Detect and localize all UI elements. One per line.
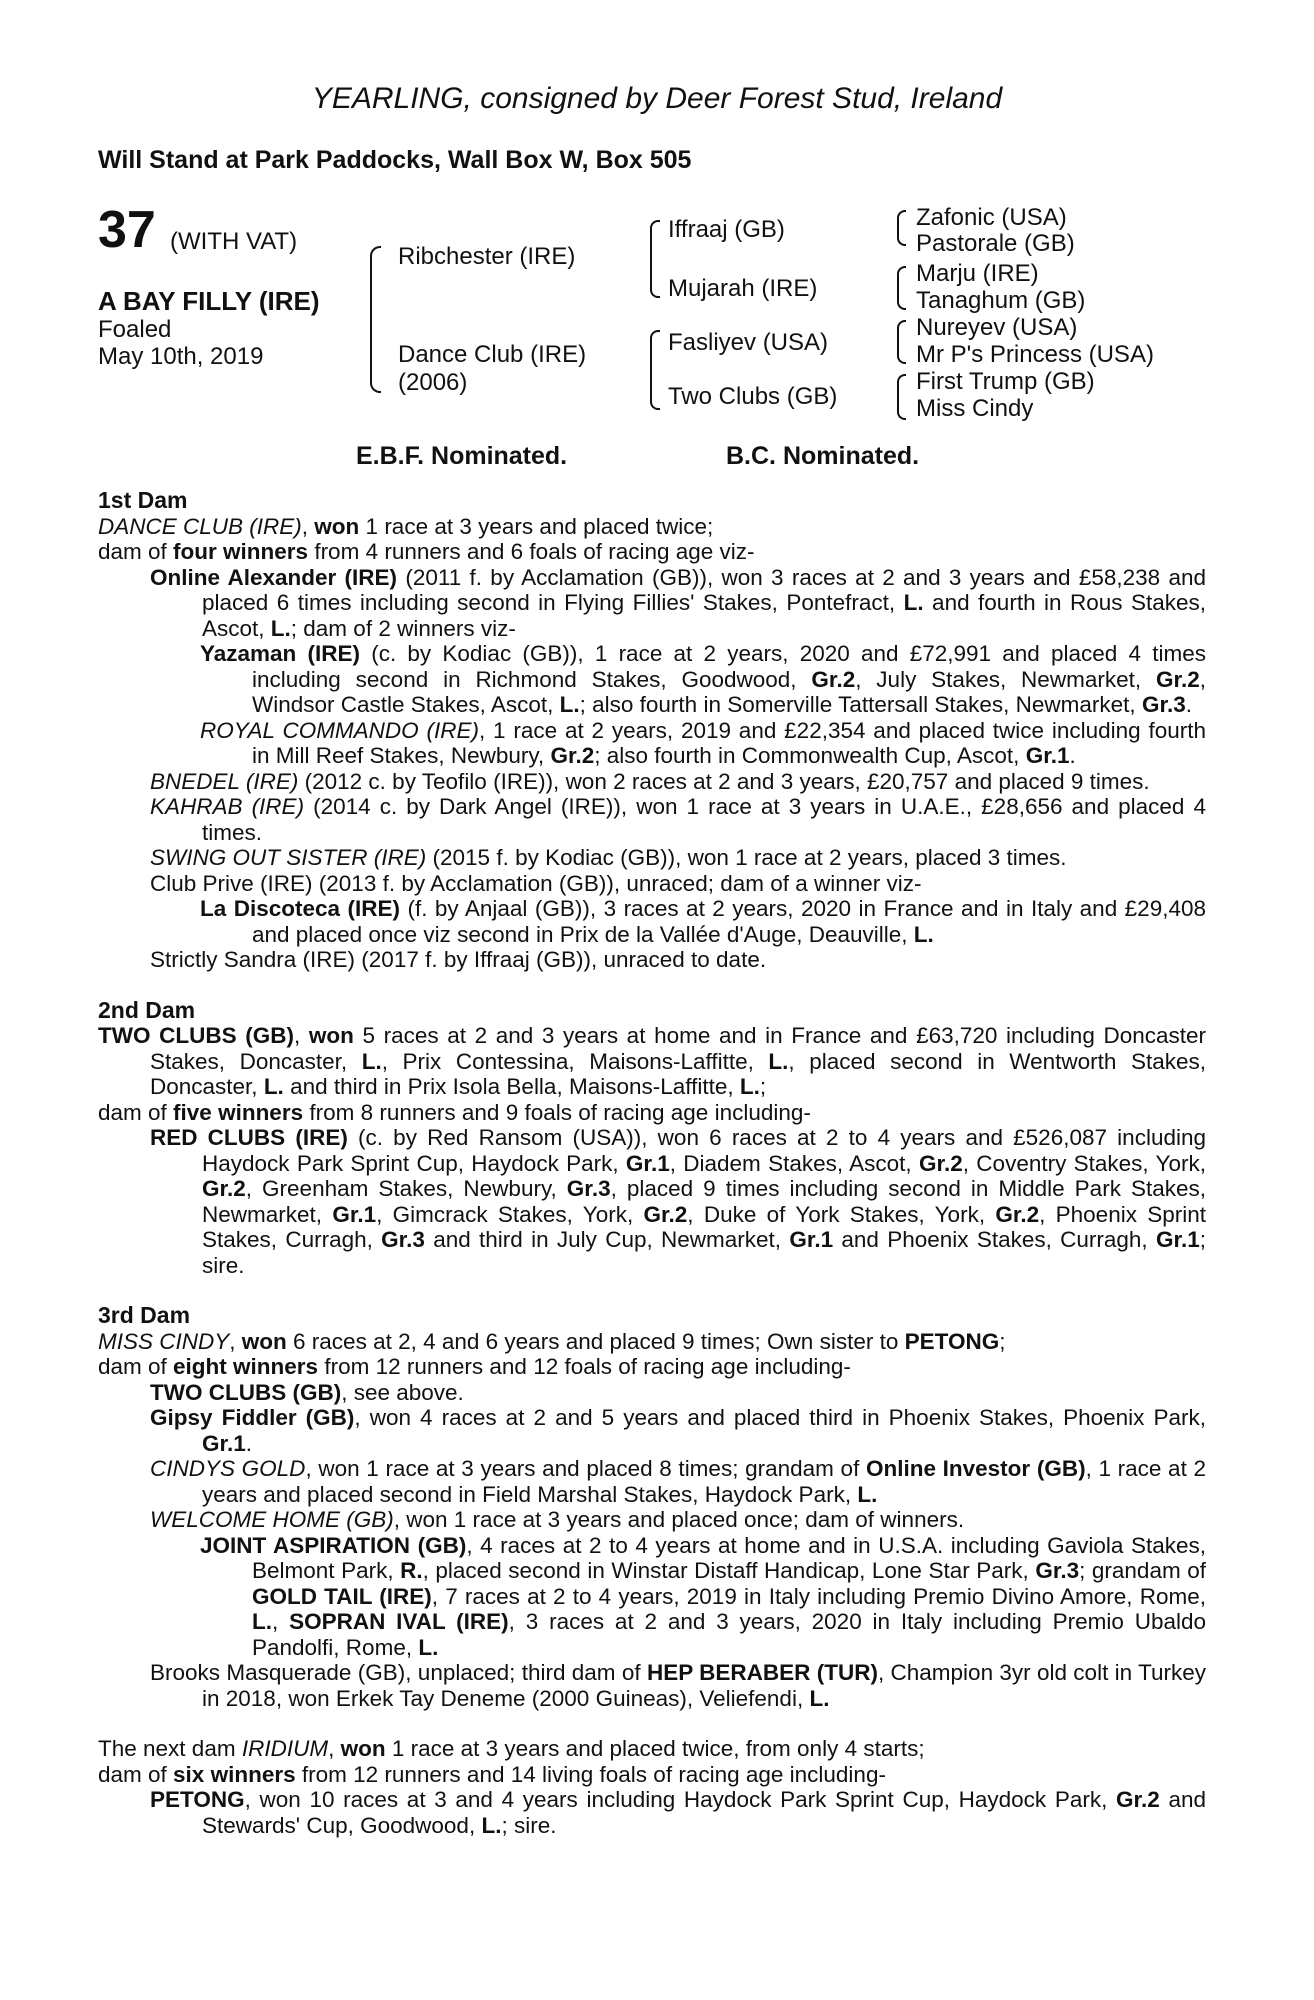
text-run: 1 race at 3 years and placed twice, from only 4 starts; <box>385 1736 925 1761</box>
text-run: Gr.3 <box>381 1227 425 1252</box>
text-run: CINDYS GOLD <box>150 1456 306 1481</box>
text-run: and fourth in Rous Stakes, Ascot, <box>202 590 1207 641</box>
text-run: TWO CLUBS (GB) <box>98 1023 294 1048</box>
text-run: L. <box>809 1685 830 1711</box>
text-run: L. <box>768 1048 789 1074</box>
text-run: The next dam <box>98 1736 242 1761</box>
text-run: , placed second in Winstar Distaff Handicap, Lone Star Park, <box>422 1558 1036 1583</box>
pedigree-sire: Ribchester (IRE) <box>398 243 576 270</box>
pedigree-g3-1: Zafonic (USA) <box>916 204 1067 231</box>
text-run: Online Alexander (IRE) <box>150 564 398 590</box>
text-run: , Windsor Castle Stakes, Ascot, <box>252 666 1206 717</box>
produce-entry <box>98 947 1206 973</box>
text-run: Gr.1 <box>202 1430 246 1456</box>
text-run: PETONG <box>904 1328 1000 1354</box>
text-run: dam of <box>98 1099 174 1125</box>
text-run: IRIDIUM <box>241 1736 329 1761</box>
first-dam-produce-intro <box>98 539 1206 565</box>
text-run: six winners <box>173 1761 296 1787</box>
text-run: Gr.2 <box>1116 1787 1160 1812</box>
produce-entry <box>98 794 1206 845</box>
produce-entry <box>98 1456 1206 1507</box>
text-run: L. <box>270 615 291 641</box>
text-run: ; sire. <box>501 1812 557 1838</box>
text-run: R. <box>400 1558 423 1583</box>
next-dam-intro <box>98 1736 1206 1762</box>
text-run: Gr.3 <box>566 1176 611 1201</box>
text-run: won <box>241 1328 287 1354</box>
third-dam-entries <box>98 1380 1206 1712</box>
text-run: , July Stakes, Newmarket, <box>855 666 1156 692</box>
text-run: dam of <box>98 1354 174 1379</box>
text-run: Gr.3 <box>1141 692 1186 717</box>
second-dam-entries <box>98 1125 1206 1278</box>
text-run: Gr.1 <box>625 1150 670 1176</box>
produce-entry <box>98 1660 1206 1711</box>
text-run: , <box>328 1736 341 1761</box>
text-run: Online Investor (GB) <box>865 1456 1086 1481</box>
bc-nomination: B.C. Nominated. <box>726 442 920 470</box>
text-run: PETONG <box>150 1787 245 1812</box>
text-run: , Prix Contessina, Maisons-Laffitte, <box>381 1048 769 1074</box>
text-run: Gr.2 <box>550 743 595 768</box>
text-run: JOINT ASPIRATION (GB) <box>200 1532 467 1558</box>
text-run: . <box>1185 692 1192 717</box>
text-run: dam of <box>98 1761 174 1787</box>
text-run: dam of <box>98 539 174 564</box>
text-run: , placed 9 times including second in Middle Park Stakes, Newmarket, <box>202 1176 1206 1227</box>
produce-entry <box>98 1533 1206 1661</box>
text-run: Gr.1 <box>1155 1227 1200 1252</box>
text-run: Gr.1 <box>332 1201 377 1227</box>
text-run: ROYAL COMMANDO (IRE) <box>200 717 479 743</box>
pedigree-brace-g3a <box>897 210 906 246</box>
text-run: from 4 runners and 6 foals of racing age viz- <box>308 539 755 564</box>
produce-entry <box>98 718 1206 769</box>
text-run: Yazaman (IRE) <box>200 641 361 666</box>
pedigree-g3-5: Nureyev (USA) <box>916 314 1078 341</box>
third-dam-produce-intro <box>98 1354 1206 1380</box>
text-run: , won 4 races at 2 and 5 years and placed third in Phoenix Stakes, Phoenix Park, <box>354 1405 1207 1430</box>
text-run: , Champion 3yr old colt in Turkey in 2018, won Erkek Tay Deneme (2000 Guineas), Veliefendi, <box>202 1660 1206 1711</box>
text-run: from 8 runners and 9 foals of racing age including- <box>303 1099 811 1125</box>
pedigree-g3-2: Pastorale (GB) <box>916 230 1075 257</box>
text-run: , Gimcrack Stakes, York, <box>376 1201 644 1227</box>
text-run: . <box>245 1430 253 1456</box>
stand-location: Will Stand at Park Paddocks, Wall Box W, Box 505 <box>98 146 692 174</box>
pedigree-dam-dam: Two Clubs (GB) <box>668 383 838 410</box>
text-run: BNEDEL (IRE) <box>150 768 299 794</box>
third-dam-heading: 3rd Dam <box>98 1302 191 1328</box>
ebf-nomination: E.B.F. Nominated. <box>356 442 568 470</box>
text-run: , 7 races at 2 to 4 years, 2019 in Italy including Premio Divino Amore, Rome, <box>431 1583 1206 1609</box>
text-run: and third in Prix Isola Bella, Maisons-Laffitte, <box>283 1074 740 1099</box>
text-run: WELCOME HOME (GB) <box>150 1507 394 1532</box>
pedigree-g3-8: Miss Cindy <box>916 395 1034 422</box>
text-run: MISS CINDY <box>98 1328 230 1354</box>
text-run: ; grandam of <box>1079 1558 1206 1583</box>
text-run: (2015 f. by Kodiac (GB)), won 1 race at 2 years, placed 3 times. <box>426 845 1067 870</box>
lot-number: 37 <box>98 201 156 259</box>
text-run: , <box>301 513 315 539</box>
text-run: L. <box>418 1634 439 1660</box>
text-run: , <box>272 1609 290 1634</box>
text-run: Gipsy Fiddler (GB) <box>150 1405 355 1430</box>
text-run: Gr.2 <box>995 1201 1040 1227</box>
foaled-date: May 10th, 2019 <box>98 343 264 370</box>
sale-line: YEARLING, consigned by Deer Forest Stud, Ireland <box>311 82 1003 115</box>
text-run: , 1 race at 2 years, 2019 and £22,354 and placed twice including fourth in Mill Reef Stakes, Newbury, <box>252 717 1207 768</box>
text-run: RED CLUBS (IRE) <box>150 1125 348 1150</box>
text-run: SWING OUT SISTER (IRE) <box>150 845 427 870</box>
text-run: ; dam of 2 winners viz- <box>290 615 516 641</box>
lot-description: A BAY FILLY (IRE) <box>98 286 320 316</box>
pedigree-brace-g3d <box>897 374 906 420</box>
text-run: , placed second in Wentworth Stakes, Doncaster, <box>150 1048 1206 1099</box>
first-dam-entries <box>98 565 1206 973</box>
text-run: four winners <box>173 539 309 564</box>
text-run: (2012 c. by Teofilo (IRE)), won 2 races at 2 and 3 years, £20,757 and placed 9 times. <box>298 768 1150 794</box>
text-run: (f. by Anjaal (GB)), 3 races at 2 years, 2020 in France and in Italy and £29,408 and placed once viz second in Prix de la Vallée d'Auge, Deauville, <box>252 896 1206 947</box>
text-run: Gr.2 <box>811 666 856 692</box>
text-run: 5 races at 2 and 3 years at home and in France and £63,720 including Doncaster Stakes, Doncaster, <box>150 1023 1207 1074</box>
first-dam-intro <box>98 514 1206 540</box>
text-run: , <box>293 1023 309 1048</box>
second-dam-intro <box>98 1023 1206 1100</box>
produce-entry <box>98 845 1206 871</box>
produce-entry <box>98 1787 1206 1838</box>
pedigree-dam: Dance Club (IRE) <box>398 341 587 368</box>
text-run: won <box>340 1736 386 1761</box>
text-run: , won 1 race at 3 years and placed once; dam of winners. <box>393 1507 965 1532</box>
second-dam-heading: 2nd Dam <box>98 996 196 1023</box>
text-run: Strictly Sandra (IRE) (2017 f. by Iffraaj (GB)), unraced to date. <box>150 947 767 972</box>
pedigree-brace-g3c <box>897 320 906 364</box>
produce-entry <box>98 1507 1206 1533</box>
text-run: Gr.2 <box>202 1176 246 1201</box>
text-run: Gr.2 <box>918 1150 963 1176</box>
text-run: L. <box>252 1609 272 1634</box>
pedigree-sire-sire: Iffraaj (GB) <box>668 216 785 243</box>
produce-entry <box>98 1380 1206 1406</box>
vat-note: (WITH VAT) <box>170 228 298 255</box>
text-run: . <box>1069 743 1076 768</box>
text-run: SOPRAN IVAL (IRE) <box>289 1609 509 1634</box>
text-run: , <box>229 1328 242 1354</box>
text-run: eight winners <box>173 1354 319 1379</box>
text-run: GOLD TAIL (IRE) <box>252 1583 432 1609</box>
second-dam-produce-intro <box>98 1100 1206 1126</box>
text-run: five winners <box>173 1099 304 1125</box>
pedigree-g3-7: First Trump (GB) <box>916 368 1095 395</box>
text-run: , Greenham Stakes, Newbury, <box>245 1176 567 1201</box>
text-run: Gr.1 <box>1025 743 1070 768</box>
pedigree-dam-sire: Fasliyev (USA) <box>668 329 829 356</box>
text-run: , Diadem Stakes, Ascot, <box>669 1150 919 1176</box>
text-run: from 12 runners and 14 living foals of racing age including- <box>295 1761 886 1787</box>
text-run: ; also fourth in Somerville Tattersall Stakes, Newmarket, <box>579 692 1142 717</box>
text-run: La Discoteca (IRE) <box>200 896 400 921</box>
produce-entry <box>98 871 1206 897</box>
text-run: 1 race at 3 years and placed twice; <box>359 513 714 539</box>
text-run: L. <box>913 921 934 947</box>
text-run: (c. by Kodiac (GB)), 1 race at 2 years, 2020 and £72,991 and placed 4 times including second in Richmond Stakes, Goodwood, <box>252 641 1206 692</box>
text-run: , Coventry Stakes, York, <box>962 1150 1207 1176</box>
text-run: ; also fourth in Commonwealth Cup, Ascot, <box>594 743 1026 768</box>
text-run: DANCE CLUB (IRE) <box>98 513 302 539</box>
text-run: won <box>308 1023 354 1048</box>
text-run: Gr.1 <box>789 1227 834 1252</box>
text-run: L. <box>739 1074 760 1099</box>
pedigree-brace-sire <box>650 220 660 298</box>
first-dam-heading: 1st Dam <box>98 487 188 513</box>
text-run: Club Prive (IRE) (2013 f. by Acclamation (GB)), unraced; dam of a winner viz- <box>150 870 922 896</box>
text-run: L. <box>481 1812 502 1838</box>
text-run: Gr.2 <box>1155 666 1200 692</box>
pedigree-sire-dam: Mujarah (IRE) <box>668 275 818 302</box>
text-run: , 4 races at 2 to 4 years at home and in U.S.A. including Gaviola Stakes, Belmont Park, <box>252 1532 1207 1583</box>
pedigree-dam-year: (2006) <box>398 369 468 396</box>
text-run: from 12 runners and 12 foals of racing age including- <box>318 1354 851 1379</box>
text-run: L. <box>903 590 924 615</box>
text-run: and Phoenix Stakes, Curragh, <box>833 1227 1156 1252</box>
text-run: and third in July Cup, Newmarket, <box>424 1227 790 1252</box>
text-run: won <box>314 513 360 539</box>
pedigree-brace-g3b <box>897 266 906 310</box>
text-run: 6 races at 2, 4 and 6 years and placed 9 times; Own sister to <box>286 1328 905 1354</box>
text-run: TWO CLUBS (GB) <box>150 1379 342 1405</box>
text-run: L. <box>361 1048 382 1074</box>
text-run: ; sire. <box>202 1227 1207 1278</box>
text-run: and Stewards' Cup, Goodwood, <box>202 1787 1206 1838</box>
foaled-label: Foaled <box>98 316 172 343</box>
text-run: KAHRAB (IRE) <box>150 794 305 819</box>
produce-entry <box>98 1405 1206 1456</box>
pedigree-g3-3: Marju (IRE) <box>916 260 1039 287</box>
text-run: Brooks Masquerade (GB), unplaced; third dam of <box>150 1660 647 1685</box>
text-run: L. <box>263 1074 284 1099</box>
text-run: ; <box>759 1074 767 1099</box>
produce-entry <box>98 641 1206 718</box>
text-run: , won 10 races at 3 and 4 years including Haydock Park Sprint Cup, Haydock Park, <box>244 1787 1117 1812</box>
pedigree-g3-4: Tanaghum (GB) <box>916 287 1086 314</box>
produce-entry <box>98 769 1206 795</box>
pedigree-g3-6: Mr P's Princess (USA) <box>916 341 1154 368</box>
produce-entry <box>98 1125 1206 1278</box>
text-run: Gr.2 <box>643 1201 688 1227</box>
text-run: , Duke of York Stakes, York, <box>687 1201 996 1227</box>
produce-entry <box>98 896 1206 947</box>
text-run: L. <box>857 1481 878 1507</box>
text-run: L. <box>559 692 580 717</box>
text-run: (2014 c. by Dark Angel (IRE)), won 1 race at 3 years in U.A.E., £28,656 and placed 4 times. <box>202 794 1206 845</box>
text-run: , see above. <box>341 1379 464 1405</box>
text-run: , won 1 race at 3 years and placed 8 times; grandam of <box>305 1456 866 1481</box>
text-run: ; <box>999 1328 1006 1354</box>
text-run: (2011 f. by Acclamation (GB)), won 3 races at 2 and 3 years and £58,238 and placed 6 times including second in Flying Fillies' Stakes, Pontefract, <box>202 564 1206 615</box>
text-run: Gr.3 <box>1035 1558 1080 1583</box>
pedigree-brace-main <box>370 246 381 393</box>
text-run: HEP BERABER (TUR) <box>646 1660 878 1685</box>
text-run: (c. by Red Ransom (USA)), won 6 races at 2 to 4 years and £526,087 including Haydock Park Sprint Cup, Haydock Park, <box>202 1125 1206 1176</box>
text-run: , Phoenix Sprint Stakes, Curragh, <box>202 1201 1207 1252</box>
pedigree-brace-dam <box>650 330 660 410</box>
third-dam-intro <box>98 1329 1206 1355</box>
text-run: , 1 race at 2 years and placed second in Field Marshal Stakes, Haydock Park, <box>202 1456 1206 1507</box>
next-dam-entries <box>98 1787 1206 1838</box>
catalogue-body <box>98 488 1206 1838</box>
text-run: , 3 races at 2 and 3 years, 2020 in Italy including Premio Ubaldo Pandolfi, Rome, <box>252 1609 1206 1660</box>
produce-entry <box>98 565 1206 642</box>
next-dam-produce-intro <box>98 1762 1206 1788</box>
